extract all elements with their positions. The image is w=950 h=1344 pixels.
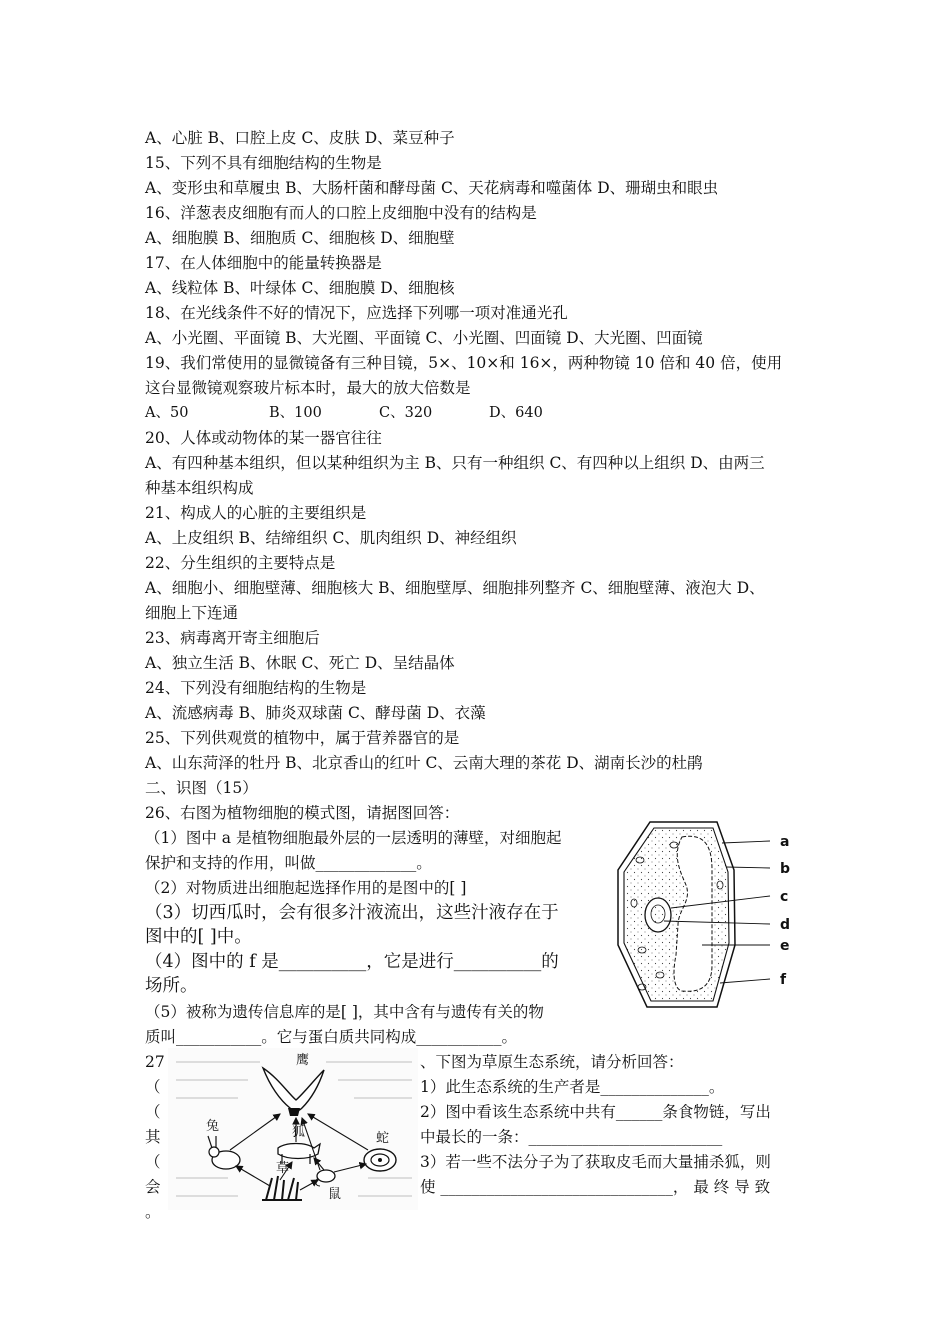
food-web-diagram — [168, 1048, 418, 1210]
question-17: 17、在人体细胞中的能量转换器是 — [145, 254, 382, 272]
q27-left-fragment: 。 — [145, 1203, 161, 1221]
label-snake: 蛇 — [376, 1131, 390, 1146]
q27-left-fragment: 会 — [145, 1178, 161, 1196]
label-fox: 狐 — [292, 1125, 306, 1140]
q27-left-fragment: 其 — [145, 1128, 161, 1146]
q26-part1-cont: 保护和支持的作用，叫做_____________。 — [145, 854, 432, 872]
question-26: 26、右图为植物细胞的模式图，请据图回答： — [145, 804, 460, 822]
question-19: 19、我们常使用的显微镜备有三种目镜，5×、10×和 16×，两种物镜 10 倍和 40 倍，使用 — [145, 354, 783, 372]
label-b: b — [780, 861, 791, 877]
text-line: A、独立生活 B、休眠 C、死亡 D、呈结晶体 — [145, 654, 455, 672]
label-e: e — [780, 938, 790, 954]
text-line: A、心脏 B、口腔上皮 C、皮肤 D、菜豆种子 — [145, 129, 455, 147]
leader-line-f — [720, 979, 770, 983]
text-line: A、细胞膜 B、细胞质 C、细胞核 D、细胞壁 — [145, 229, 455, 247]
label-eagle: 鹰 — [296, 1053, 310, 1068]
q26-part4: （4）图中的 f 是__________，它是进行__________的 — [145, 952, 559, 972]
q26-part5-cont: 质叫___________。它与蛋白质共同构成___________。 — [145, 1028, 518, 1046]
label-rabbit: 兔 — [206, 1119, 220, 1134]
leader-line-a — [722, 841, 770, 843]
label-d: d — [780, 917, 791, 933]
q27-part2-cont: 中最长的一条：_________________________ — [420, 1128, 723, 1146]
question-22: 22、分生组织的主要特点是 — [145, 554, 336, 572]
q26-part1: （1）图中 a 是植物细胞最外层的一层透明的薄壁，对细胞起 — [145, 829, 562, 847]
q27-part3: 3）若一些不法分子为了获取皮毛而大量捕杀狐，则 — [420, 1153, 771, 1171]
q27-part2: 2）图中看该生态系统中共有______条食物链，写出 — [420, 1103, 771, 1121]
question-25: 25、下列供观赏的植物中，属于营养器官的是 — [145, 729, 460, 747]
q26-part3: （3）切西瓜时，会有很多汁液流出，这些汁液存在于 — [145, 903, 559, 923]
question-20: 20、人体或动物体的某一器官往往 — [145, 429, 382, 447]
text-line: 种基本组织构成 — [145, 479, 254, 497]
q26-part2: （2）对物质进出细胞起选择作用的是图中的[ ] — [145, 879, 467, 897]
nucleolus — [651, 905, 665, 923]
q26-part4-cont: 场所。 — [145, 976, 198, 996]
option-b: B、100 — [269, 405, 322, 421]
question-18: 18、在光线条件不好的情况下，应选择下列哪一项对准通光孔 — [145, 304, 568, 322]
question-15: 15、下列不具有细胞结构的生物是 — [145, 154, 382, 172]
text-line: A、线粒体 B、叶绿体 C、细胞膜 D、细胞核 — [145, 279, 455, 297]
text-line: 这台显微镜观察玻片标本时，最大的放大倍数是 — [145, 379, 471, 397]
option-a: A、50 — [145, 405, 189, 421]
question-23: 23、病毒离开寄主细胞后 — [145, 629, 320, 647]
section-heading: 二、识图（15） — [145, 779, 258, 797]
option-c: C、320 — [379, 405, 433, 421]
question-27-number: 27 — [145, 1053, 165, 1071]
text-line: A、流感病毒 B、肺炎双球菌 C、酵母菌 D、衣藻 — [145, 704, 486, 722]
plant-cell-diagram — [612, 815, 812, 1010]
text-line: A、山东菏泽的牡丹 B、北京香山的红叶 C、云南大理的茶花 D、湖南长沙的杜鹃 — [145, 754, 703, 772]
q27-left-fragment: （ — [145, 1078, 161, 1096]
question-21: 21、构成人的心脏的主要组织是 — [145, 504, 367, 522]
text-line: A、变形虫和草履虫 B、大肠杆菌和酵母菌 C、天花病毒和噬菌体 D、珊瑚虫和眼虫 — [145, 179, 719, 197]
label-c: c — [780, 889, 789, 905]
q27-part3-cont: 使 ______________________________， 最 终 导 致 — [420, 1178, 771, 1196]
text-line: A、细胞小、细胞壁薄、细胞核大 B、细胞壁厚、细胞排列整齐 C、细胞壁薄、液泡大 D、 — [145, 579, 765, 597]
option-d: D、640 — [489, 405, 543, 421]
q27-left-fragment: （ — [145, 1103, 161, 1121]
text-line: A、小光圈、平面镜 B、大光圈、平面镜 C、小光圈、凹面镜 D、大光圈、凹面镜 — [145, 329, 703, 347]
q19-options — [145, 403, 543, 423]
q27-intro: 、下图为草原生态系统，请分析回答： — [420, 1053, 684, 1071]
text-line: 细胞上下连通 — [145, 604, 239, 622]
snake-icon — [364, 1149, 396, 1171]
text-line: A、有四种基本组织，但以某种组织为主 B、只有一种组织 C、有四种以上组织 D、由两三 — [145, 454, 765, 472]
q26-part3-cont: 图中的[ ]中。 — [145, 927, 252, 947]
label-a: a — [780, 834, 790, 850]
label-mouse: 鼠 — [328, 1187, 342, 1202]
label-grass: 草 — [276, 1161, 290, 1176]
text-line: A、上皮组织 B、结缔组织 C、肌肉组织 D、神经组织 — [145, 529, 517, 547]
q27-left-fragment: （ — [145, 1153, 161, 1171]
label-f: f — [780, 972, 787, 988]
question-24: 24、下列没有细胞结构的生物是 — [145, 679, 367, 697]
q27-part1: 1）此生态系统的生产者是______________。 — [420, 1078, 725, 1096]
q26-part5: （5）被称为遗传信息库的是[ ]，其中含有与遗传有关的物 — [145, 1003, 544, 1021]
question-16: 16、洋葱表皮细胞有而人的口腔上皮细胞中没有的结构是 — [145, 204, 537, 222]
